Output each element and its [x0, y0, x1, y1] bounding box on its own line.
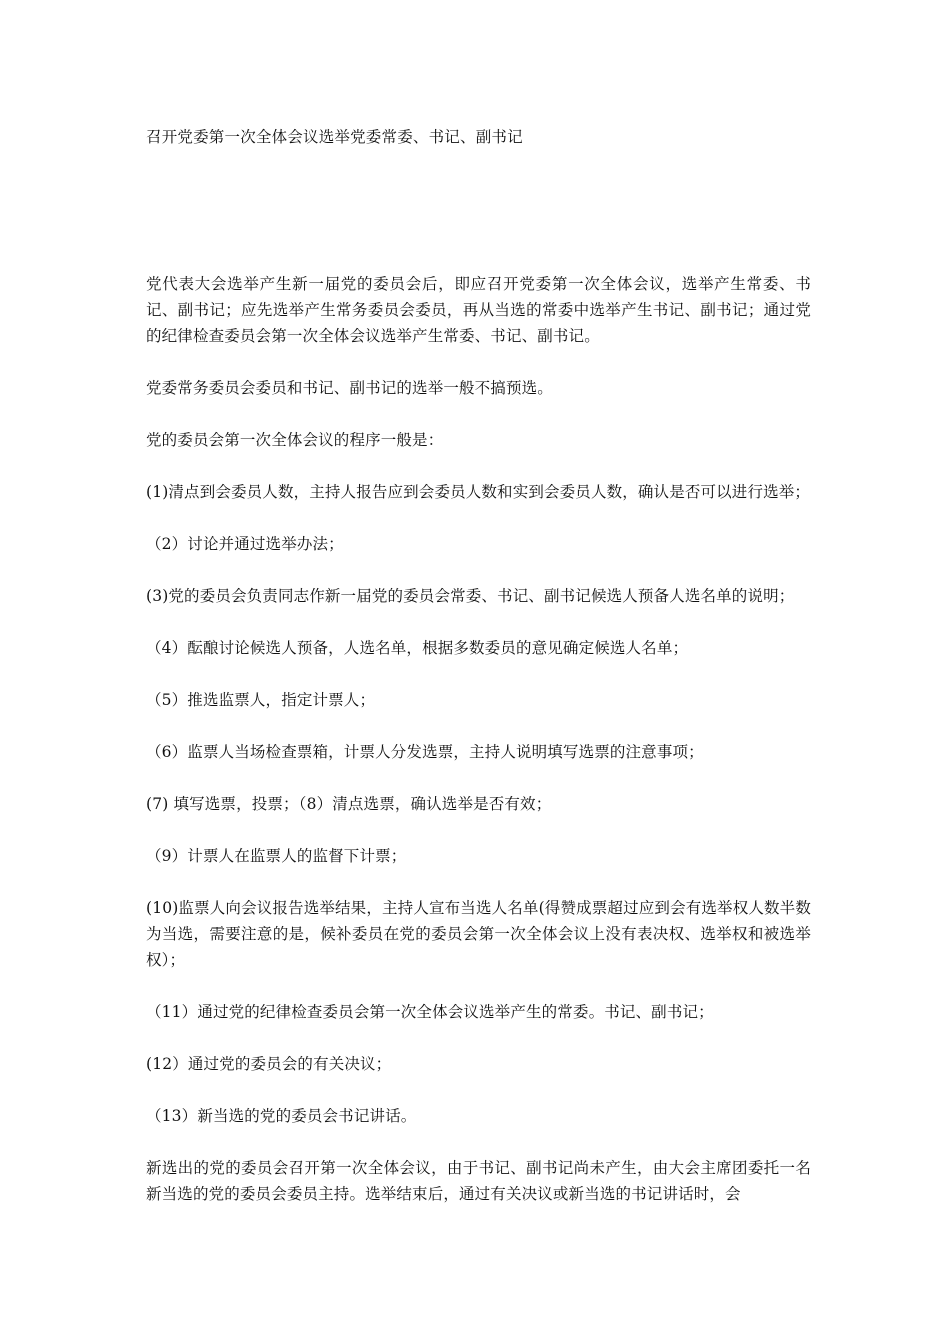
procedure-step-13: （13）新当选的党的委员会书记讲话。	[146, 1107, 417, 1125]
procedure-step-12: (12）通过党的委员会的有关决议；	[146, 1055, 392, 1073]
paragraph-no-preselection: 党委常务委员会委员和书记、副书记的选举一般不搞预选。	[146, 379, 553, 397]
procedure-step-9: （9）计票人在监票人的监督下计票；	[146, 847, 407, 865]
procedure-step-6: （6）监票人当场检查票箱，计票人分发选票，主持人说明填写选票的注意事项；	[146, 743, 704, 761]
document-title: 召开党委第一次全体会议选举党委常委、书记、副书记	[146, 128, 523, 146]
paragraph-intro: 党代表大会选举产生新一届党的委员会后，即应召开党委第一次全体会议，选举产生常委、书记、副书记；应先选举产生常务委员会委员，再从当选的常委中选举产生书记、副书记；通过党的纪律检查委员会第一次全体会议选举产生常委、书记、副书记。	[146, 275, 811, 345]
procedure-step-7-8: (7) 填写选票，投票；（8）清点选票，确认选举是否有效；	[146, 795, 552, 813]
document-body	[146, 271, 811, 1233]
procedure-step-10: (10)监票人向会议报告选举结果，主持人宣布当选人名单(得赞成票超过应到会有选举权人数半数为当选，需要注意的是，候补委员在党的委员会第一次全体会议上没有表决权、选举权和被选举权）；	[146, 899, 811, 969]
procedure-step-4: （4）酝酿讨论候选人预备，人选名单，根据多数委员的意见确定候选人名单；	[146, 639, 689, 657]
paragraph-procedure-heading: 党的委员会第一次全体会议的程序一般是：	[146, 431, 444, 449]
procedure-step-2: （2）讨论并通过选举办法；	[146, 535, 344, 553]
procedure-step-1: (1)清点到会委员人数，主持人报告应到会委员人数和实到会委员人数，确认是否可以进行选举；	[146, 483, 811, 501]
paragraph-closing: 新选出的党的委员会召开第一次全体会议，由于书记、副书记尚未产生，由大会主席团委托一名新当选的党的委员会委员主持。选举结束后，通过有关决议或新当选的书记讲话时，会	[146, 1159, 811, 1203]
procedure-step-11: （11）通过党的纪律检查委员会第一次全体会议选举产生的常委。书记、副书记；	[146, 1003, 714, 1021]
procedure-step-3: (3)党的委员会负责同志作新一届党的委员会常委、书记、副书记候选人预备人选名单的说明；	[146, 587, 795, 605]
procedure-step-5: （5）推选监票人，指定计票人；	[146, 691, 376, 709]
